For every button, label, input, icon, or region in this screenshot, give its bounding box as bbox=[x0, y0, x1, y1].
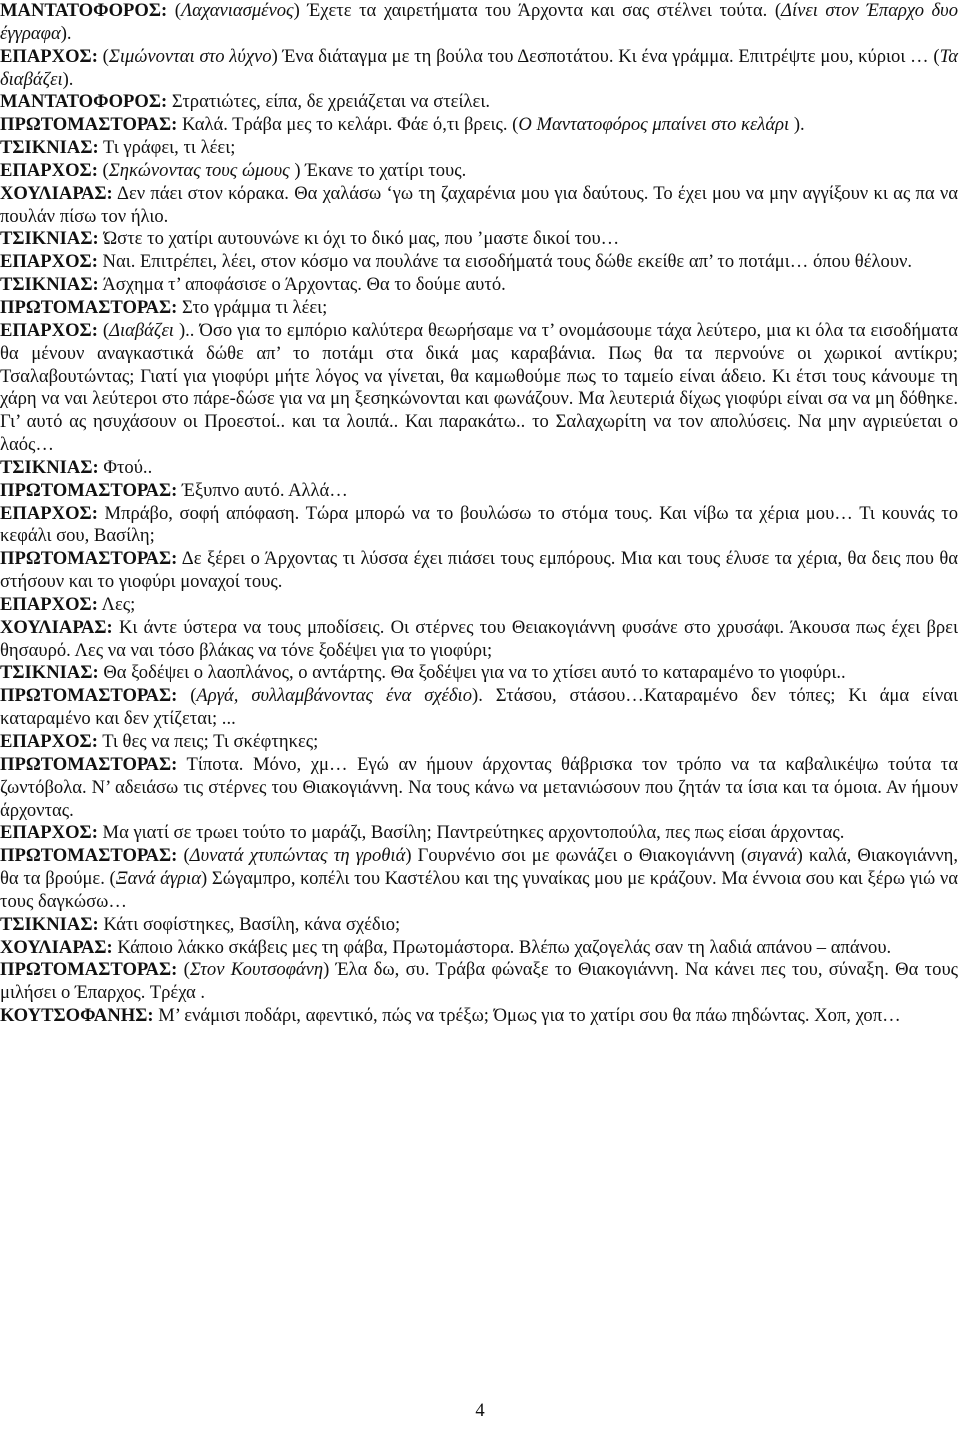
dialogue-text: Φτού.. bbox=[98, 456, 153, 478]
dialogue-line bbox=[0, 160, 958, 183]
speaker-name: ΕΠΑΡΧΟΣ: bbox=[0, 45, 98, 67]
page-number: 4 bbox=[475, 1400, 485, 1421]
dialogue-line bbox=[0, 320, 958, 457]
speaker-name: ΠΡΩΤΟΜΑΣΤΟΡΑΣ: bbox=[0, 479, 178, 501]
dialogue-text: Κάτι σοφίστηκες, Βασίλη, κάνα σχέδιο; bbox=[98, 913, 401, 935]
dialogue-text: ). Στάσου, στάσου…Καταραμένο δεν τόπες; Κι άμα είναι καταραμένο και δεν χτίζεται; ... bbox=[0, 685, 958, 730]
dialogue-text: Τι γράφει, τι λέει; bbox=[98, 137, 236, 159]
dialogue-text: ) Γουρνένιο σοι με φωνάζει ο Θιακογιάννη ( bbox=[405, 845, 748, 867]
dialogue-text: Λες; bbox=[97, 593, 136, 615]
stage-direction: Δίνει στον Έπαρχο δυο έγγραφα bbox=[0, 0, 959, 44]
dialogue-line bbox=[0, 457, 958, 480]
dialogue-text: ). bbox=[793, 114, 805, 136]
speaker-name: ΠΡΩΤΟΜΑΣΤΟΡΑΣ: bbox=[0, 296, 178, 318]
dialogue-line bbox=[0, 937, 958, 960]
speaker-name: ΜΑΝΤΑΤΟΦΟΡΟΣ: bbox=[0, 91, 168, 113]
dialogue-line bbox=[0, 183, 958, 229]
stage-direction: Ο Μαντατοφόρος μπαίνει στο κελάρι bbox=[518, 114, 794, 136]
dialogue-text: ( bbox=[167, 0, 181, 21]
dialogue-line bbox=[0, 46, 958, 92]
dialogue-text: ) Σώγαμπρο, κοπέλι του Καστέλου και της γυναίκας μου με κράζουν. Μα έννοια σου και ξέρω γιώ να τους δαγκώσω… bbox=[0, 868, 959, 912]
dialogue-line bbox=[0, 228, 958, 251]
dialogue-text: Τι θες να πεις; Τι σκέφτηκες; bbox=[97, 731, 319, 752]
stage-direction: Σηκώνοντας τους ώμους bbox=[108, 159, 295, 181]
stage-direction: Δυνατά χτυπώντας τη γροθιά bbox=[189, 845, 406, 867]
dialogue-text: ). bbox=[60, 22, 72, 44]
speaker-name: ΠΡΩΤΟΜΑΣΤΟΡΑΣ: bbox=[0, 753, 178, 775]
dialogue-line bbox=[0, 662, 958, 685]
stage-direction: Στον Κουτσοφάνη bbox=[189, 959, 324, 981]
dialogue-line bbox=[0, 251, 958, 274]
speaker-name: ΕΠΑΡΧΟΣ: bbox=[0, 822, 98, 844]
dialogue-text: Κι άντε ύστερα να τους μποδίσεις. Οι στέρνες του Θειακογιάννη φυσάνε στο χρυσάφι. Άκουσα πως έχει βρει θησαυρό. Λες να ναι τόσο βλάκας να τόνε ξοδέψει για το γιοφύρι; bbox=[0, 616, 958, 661]
dialogue-text: ).. Όσο για το εμπόριο καλύτερα θεωρήσαμε να τ’ ονομάσουμε τάχα λεύτερο, μια κι όλα τα εισοδήματα θα μένουν αναγκαστικά δώθε απ’ το ποτάμι στα δικά μας καραβάνια. Πως θα τα περνούνε οι χωρικοί αντίκρυ; Τσαλαβουτώντας; Γιατί για γιοφύρι μήτε λόγος να γίνεται, θα καμωθούμε πως το ταμείο είναι άδειο. Κι έτσι τους κάνουμε τη χάρη να ναι λεύτεροι στο πάρε-δώσε για να μη ξεσηκώνονται και φωνάζουν. Μα λευτεριά δίχως γιοφύρι είναι σα να μη δόθηκε. Γι’ αυτό ας ησυχάσουν οι Προεστοί.. και τα λοιπά.. Και παρακάτω.. το Σαλαχωρίτη να τον απολύσεις. Να μην αγριεύεται ο λαός… bbox=[0, 319, 959, 456]
dialogue-text: Ναι. Επιτρέπει, λέει, στον κόσμο να πουλάνε τα εισοδήματά τους δώθε εκείθε απ’ το ποτάμι… όπου θέλουν. bbox=[97, 251, 913, 273]
speaker-name: ΤΣΙΚΝΙΑΣ: bbox=[0, 456, 99, 478]
dialogue-text: Μα γιατί σε τρωει τούτο το μαράζι, Βασίλη; Παντρεύτηκες αρχοντοπούλα, πες πως είσαι άρχοντας. bbox=[97, 822, 845, 844]
dialogue-line bbox=[0, 274, 958, 297]
dialogue-text: Δε ξέρει ο Άρχοντας τι λύσσα έχει πιάσει τους εμπόρους. Μια και τους έλυσε τα χέρια, θα δεις που θα στήσουν και το γιοφύρι μοναχοί τους. bbox=[0, 548, 958, 593]
speaker-name: ΤΣΙΚΝΙΑΣ: bbox=[0, 274, 99, 296]
dialogue-text: ( bbox=[177, 685, 197, 707]
dialogue-line bbox=[0, 91, 958, 114]
speaker-name: ΜΑΝΤΑΤΟΦΟΡΟΣ: bbox=[0, 0, 168, 21]
dialogue-line bbox=[0, 503, 958, 549]
dialogue-text: Άσχημα τ’ αποφάσισε ο Άρχοντας. Θα το δούμε αυτό. bbox=[98, 274, 506, 296]
dialogue-text: ) Έλα δω, συ. Τράβα φώναξε το Θιακογιάννη. Να κάνει πες του, σύναξη. Θα τους μιλήσει ο Έπαρχος. Τρέχα . bbox=[0, 959, 959, 1004]
dialogue-text: ( bbox=[97, 159, 109, 181]
dialogue-text: ( bbox=[97, 45, 109, 67]
dialogue-text: Καλά. Τράβα μες το κελάρι. Φάε ό,τι βρεις. ( bbox=[177, 114, 519, 136]
dialogue-text: ) Ένα διάταγμα με τη βούλα του Δεσποτάτου. Κι ένα γράμμα. Επιτρέψτε μου, κύριοι … ( bbox=[271, 45, 940, 67]
dialogue-text: ) Έχετε τα χαιρετήματα του Άρχοντα και σας στέλνει τούτα. ( bbox=[293, 0, 782, 21]
dialogue-text: ). bbox=[62, 68, 74, 90]
stage-direction: Λαχανιασμένος bbox=[180, 0, 294, 21]
speaker-name: ΕΠΑΡΧΟΣ: bbox=[0, 159, 98, 181]
dialogue-line bbox=[0, 594, 958, 617]
dialogue-line bbox=[0, 137, 958, 160]
dialogue-text: Δεν πάει στον κόρακα. Θα χαλάσω ‘γω τη ζαχαρένια μου για δαύτους. Το έχει μου να μην αγγίξουν κι ας πα να πουλάν πίσω τον ήλιο. bbox=[0, 182, 958, 227]
speaker-name: ΤΣΙΚΝΙΑΣ: bbox=[0, 913, 99, 935]
dialogue-text: Στρατιώτες, είπα, δε χρειάζεται να στείλει. bbox=[167, 91, 490, 113]
speaker-name: ΕΠΑΡΧΟΣ: bbox=[0, 731, 98, 752]
dialogue-line bbox=[0, 548, 958, 594]
dialogue-line bbox=[0, 617, 958, 663]
dialogue-text: Κάποιο λάκκο σκάβεις μες τη φάβα, Πρωτομάστορα. Βλέπω χαζογελάς σαν τη λαδιά απάνου – απάνου. bbox=[112, 936, 892, 958]
speaker-name: ΠΡΩΤΟΜΑΣΤΟΡΑΣ: bbox=[0, 959, 178, 981]
dialogue-text: Ώστε το χατίρι αυτουνώνε κι όχι το δικό μας, που ’μαστε δικοί του… bbox=[98, 228, 620, 250]
dialogue-line bbox=[0, 480, 958, 503]
dialogue-line bbox=[0, 685, 958, 731]
dialogue-text: ( bbox=[97, 319, 110, 341]
dialogue-text: Μ’ ενάμισι ποδάρι, αφεντικό, πώς να τρέξω; Όμως για το χατίρι σου θα πάω πηδώντας. Χοπ, χοπ… bbox=[153, 1005, 901, 1027]
dialogue-text: ( bbox=[177, 959, 190, 981]
dialogue-text: Μπράβο, σοφή απόφαση. Τώρα μπορώ να το βουλώσω το στόμα τους. Και νίβω τα χέρια μου… Τι κουνάς το κεφάλι σου, Βασίλη; bbox=[0, 502, 958, 547]
speaker-name: ΤΣΙΚΝΙΑΣ: bbox=[0, 662, 99, 684]
speaker-name: ΤΣΙΚΝΙΑΣ: bbox=[0, 137, 99, 159]
dialogue-line bbox=[0, 0, 958, 46]
dialogue-line bbox=[0, 297, 958, 320]
stage-direction: σιγανά bbox=[747, 845, 797, 867]
speaker-name: ΠΡΩΤΟΜΑΣΤΟΡΑΣ: bbox=[0, 685, 178, 707]
speaker-name: ΧΟΥΛΙΑΡΑΣ: bbox=[0, 182, 113, 204]
dialogue-line bbox=[0, 114, 958, 137]
dialogue-line bbox=[0, 754, 958, 823]
dialogue-text: ) Έκανε το χατίρι τους. bbox=[294, 159, 467, 181]
dialogue-line bbox=[0, 845, 958, 914]
dialogue-line bbox=[0, 1005, 958, 1028]
dialogue-line bbox=[0, 914, 958, 937]
dialogue-text: ) καλά, Θιακογιάννη, θα τα βρούμε. ( bbox=[0, 845, 958, 890]
dialogue-text: ( bbox=[177, 845, 190, 867]
speaker-name: ΧΟΥΛΙΑΡΑΣ: bbox=[0, 616, 113, 638]
dialogue-line bbox=[0, 822, 958, 845]
dialogue-text: Τίποτα. Μόνο, χμ… Εγώ αν ήμουν άρχοντας θάβρισκα τον τρόπο να τα καβαλικέψω τούτα τα ζωντόβολα. Ν’ αδειάσω τις στέρνες του Θιακογιάννη. Να τους κάνω να μετανιώσουν που ζητάν τα ίσια και τα όμοια. Αν ήμουν άρχοντας. bbox=[0, 753, 958, 821]
speaker-name: ΠΡΩΤΟΜΑΣΤΟΡΑΣ: bbox=[0, 548, 178, 570]
speaker-name: ΤΣΙΚΝΙΑΣ: bbox=[0, 228, 99, 250]
dialogue-text: Στο γράμμα τι λέει; bbox=[177, 296, 328, 318]
speaker-name: ΠΡΩΤΟΜΑΣΤΟΡΑΣ: bbox=[0, 114, 178, 136]
stage-direction: Τα διαβάζει bbox=[0, 45, 958, 90]
stage-direction: Σιμώνονται στο λύχνο bbox=[108, 45, 272, 67]
speaker-name: ΕΠΑΡΧΟΣ: bbox=[0, 593, 98, 615]
speaker-name: ΧΟΥΛΙΑΡΑΣ: bbox=[0, 936, 113, 958]
dialogue-line bbox=[0, 731, 958, 754]
stage-direction: Διαβάζει bbox=[109, 319, 179, 341]
dialogue-line bbox=[0, 959, 958, 1005]
speaker-name: ΠΡΩΤΟΜΑΣΤΟΡΑΣ: bbox=[0, 845, 178, 867]
speaker-name: ΚΟΥΤΣΟΦΑΝΗΣ: bbox=[0, 1005, 154, 1027]
stage-direction: Αργά, συλλαμβάνοντας ένα σχέδιο bbox=[196, 685, 472, 707]
speaker-name: ΕΠΑΡΧΟΣ: bbox=[0, 319, 98, 341]
dialogue-text: Έξυπνο αυτό. Αλλά… bbox=[177, 479, 348, 501]
dialogue-text: Θα ξοδέψει ο λαοπλάνος, ο αντάρτης. Θα ξοδέψει για να το χτίσει αυτό το καταραμένο το γιοφύρι.. bbox=[98, 662, 846, 684]
speaker-name: ΕΠΑΡΧΟΣ: bbox=[0, 251, 98, 273]
speaker-name: ΕΠΑΡΧΟΣ: bbox=[0, 502, 98, 524]
stage-direction: Ξανά άγρια bbox=[115, 868, 202, 890]
